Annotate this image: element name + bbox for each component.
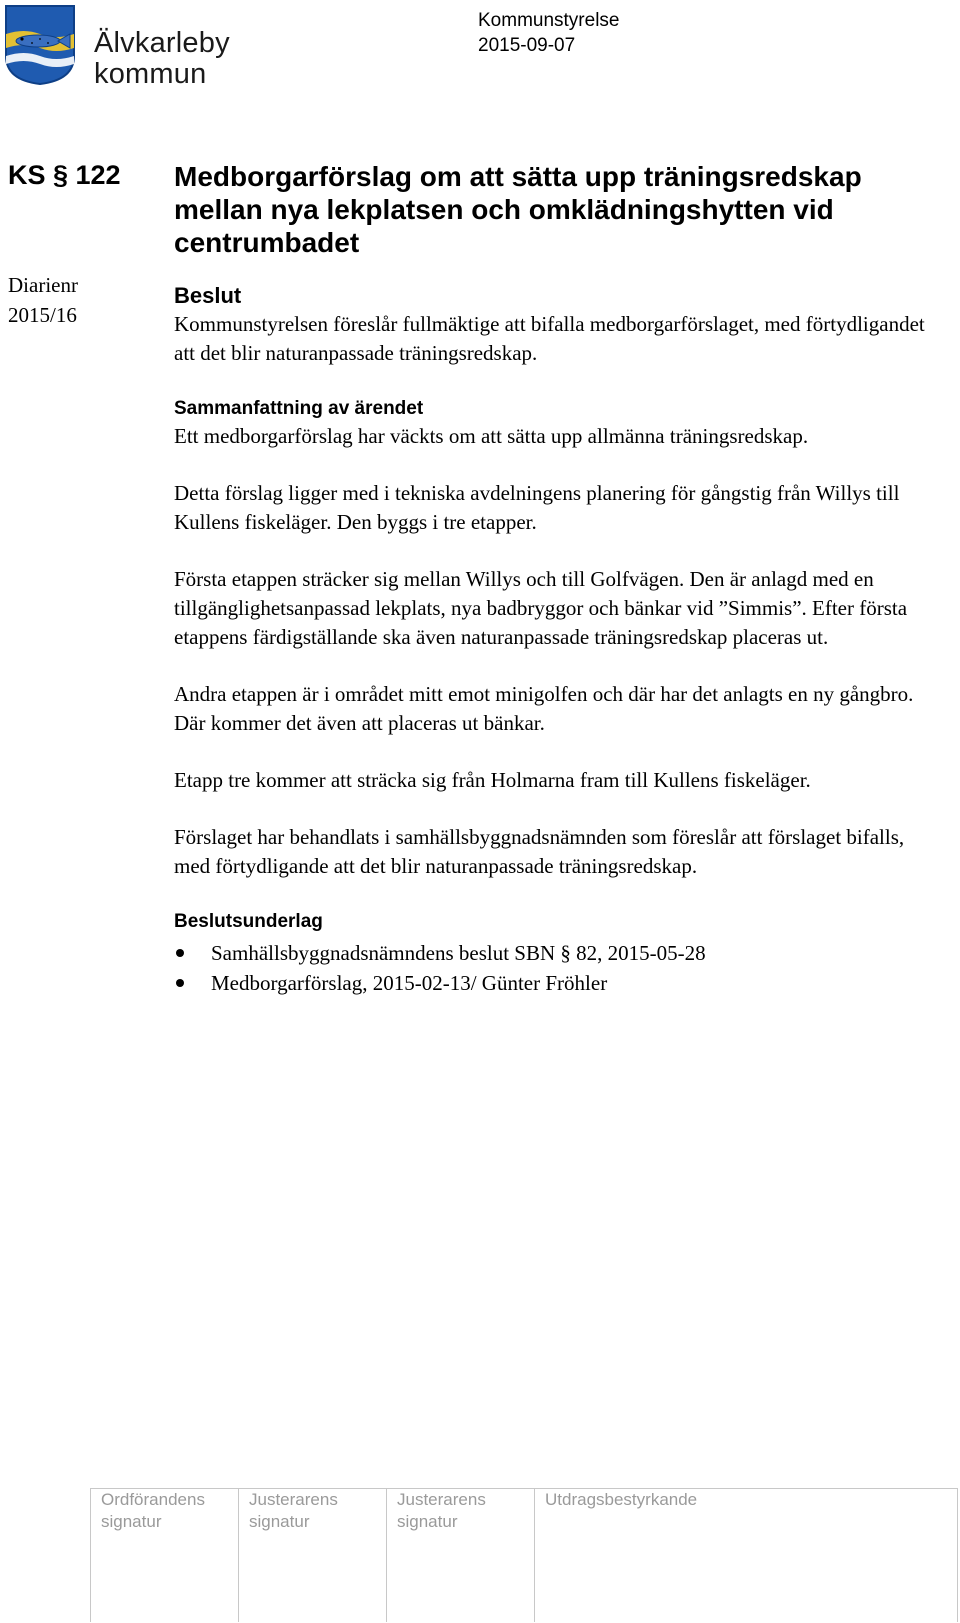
summary-paragraph: Förslaget har behandlats i samhällsbyggnadsnämnden som föreslår att förslaget bifalls, med förtydligande att det blir naturanpassade träningsredskap. — [174, 825, 905, 878]
summary-paragraph: Första etappen sträcker sig mellan Willys och till Golfvägen. Den är anlagd med en tillgänglighetsanpassad lekplats, nya badbryggor och bänkar vid ”Simmis”. Efter första etappens färdigställande ska även naturanpassade träningsredskap placeras ut. — [174, 567, 908, 649]
list-item — [174, 938, 944, 968]
municipality-line1: Älvkarleby — [94, 27, 230, 59]
signature-table — [90, 1488, 958, 1622]
page-title: Medborgarförslag om att sätta upp träningsredskap mellan nya lekplatsen och omklädningshytten vid centrumbadet — [174, 161, 862, 258]
list-item-text: Medborgarförslag, 2015-02-13/ Günter Fröhler — [211, 971, 608, 995]
logo — [4, 4, 230, 90]
summary-paragraph: Andra etappen är i området mitt emot minigolfen och där har det anlagts en ny gångbro. Där kommer det även att placeras ut bänkar. — [174, 682, 914, 735]
adjuster-signature-label: Justerarens — [397, 1490, 486, 1509]
certification-label: Utdragsbestyrkande — [545, 1490, 698, 1509]
diary-number — [8, 270, 78, 330]
adjuster-signature-label: Justerarens — [249, 1490, 338, 1509]
summary-paragraph: Detta förslag ligger med i tekniska avdelningens planering för gångstig från Willys till Kullens fiskeläger. Den byggs i tre etapper. — [174, 481, 900, 534]
coat-of-arms-icon — [4, 4, 76, 86]
diary-number-label: Diarienr — [8, 273, 78, 297]
adjuster-signature-cell — [238, 1489, 386, 1622]
certification-cell — [534, 1489, 958, 1622]
summary-heading: Sammanfattning av ärendet — [174, 398, 424, 419]
adjuster-signature-cell — [386, 1489, 534, 1622]
paragraph-number: KS § 122 — [8, 160, 121, 190]
chair-signature-sublabel: signatur — [101, 1512, 162, 1531]
adjuster-signature-sublabel: signatur — [249, 1512, 310, 1531]
list-item-text: Samhällsbyggnadsnämndens beslut SBN § 82, 2015-05-28 — [211, 941, 706, 965]
list-item — [174, 968, 944, 998]
decision-text: Kommunstyrelsen föreslår fullmäktige att bifalla medborgarförslaget, med förtydligandet att det blir naturanpassade träningsredskap. — [174, 312, 925, 365]
bullet-icon — [176, 949, 184, 957]
municipality-name — [94, 28, 230, 90]
basis-list — [174, 938, 944, 998]
bullet-icon — [176, 979, 184, 987]
diary-number-value: 2015/16 — [8, 303, 77, 327]
main-content — [174, 160, 944, 998]
municipality-line2: kommun — [94, 58, 207, 90]
chair-signature-cell — [90, 1489, 238, 1622]
chair-signature-label: Ordförandens — [101, 1490, 205, 1509]
issuing-body: Kommunstyrelse — [478, 10, 620, 31]
summary-paragraph: Ett medborgarförslag har väckts om att sätta upp allmänna träningsredskap. — [174, 424, 809, 448]
summary-paragraph: Etapp tre kommer att sträcka sig från Holmarna fram till Kullens fiskeläger. — [174, 768, 811, 792]
adjuster-signature-sublabel: signatur — [397, 1512, 458, 1531]
meeting-date: 2015-09-07 — [478, 35, 576, 56]
basis-heading: Beslutsunderlag — [174, 911, 323, 932]
decision-heading: Beslut — [174, 283, 242, 308]
document-meta — [478, 8, 620, 58]
